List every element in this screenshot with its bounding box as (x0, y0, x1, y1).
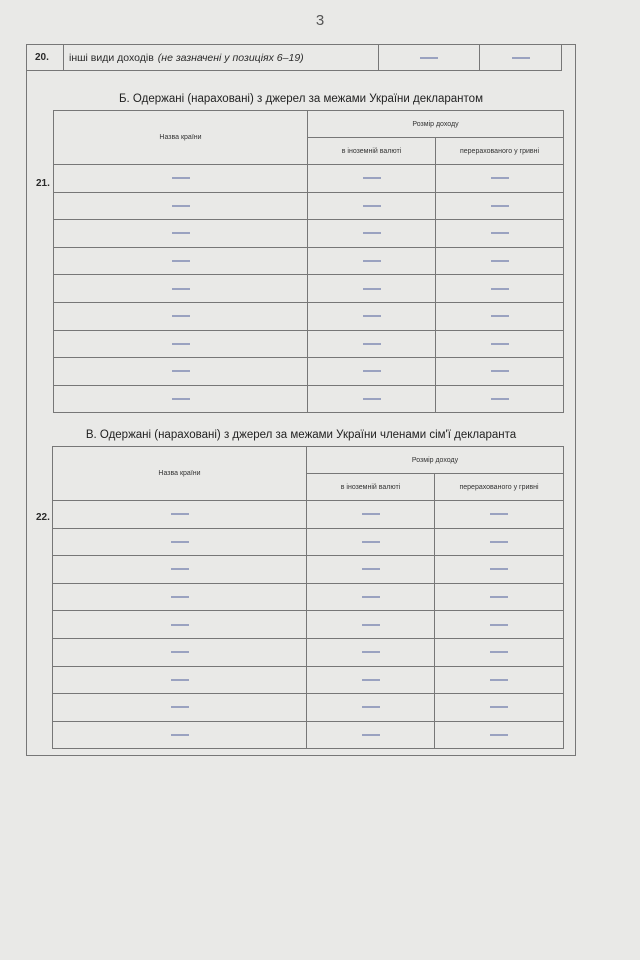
uah-cell (436, 385, 564, 413)
dash-mark (363, 399, 381, 400)
foreign-currency-cell (308, 247, 436, 275)
table-row (54, 192, 564, 220)
foreign-currency-cell (307, 666, 435, 694)
dash-mark (172, 316, 190, 317)
country-cell (54, 220, 308, 248)
dash-mark (363, 233, 381, 234)
row-20-value-1 (379, 45, 480, 70)
dash-mark (490, 624, 508, 625)
foreign-currency-cell (308, 358, 436, 386)
dash-mark (363, 178, 381, 179)
dash-mark (362, 514, 380, 515)
header-country: Назва країни (54, 111, 308, 165)
dash-mark (171, 707, 189, 708)
uah-cell (436, 302, 564, 330)
header-uah: перерахованого у гривні (436, 138, 564, 165)
dash-mark (363, 205, 381, 206)
header-foreign-currency: в іноземній валюті (308, 138, 436, 165)
foreign-currency-cell (308, 302, 436, 330)
dash-mark (490, 514, 508, 515)
dash-mark (171, 679, 189, 680)
dash-mark (362, 707, 380, 708)
dash-mark (362, 597, 380, 598)
dash-mark (491, 178, 509, 179)
foreign-currency-cell (307, 556, 435, 584)
table-row (53, 694, 564, 722)
dash-mark (171, 597, 189, 598)
dash-mark (363, 371, 381, 372)
dash-mark (363, 316, 381, 317)
row-20-note: (не зазначені у позиціях 6–19) (157, 51, 304, 64)
dash-mark (491, 343, 509, 344)
header-foreign-currency: в іноземній валюті (307, 474, 435, 501)
uah-cell (435, 501, 564, 529)
uah-cell (436, 220, 564, 248)
table-row (53, 528, 564, 556)
row-22-number: 22. (36, 512, 50, 523)
table-row (54, 358, 564, 386)
dash-mark (172, 261, 190, 262)
uah-cell (435, 528, 564, 556)
country-cell (54, 330, 308, 358)
row-21-number: 21. (36, 178, 50, 189)
uah-cell (436, 275, 564, 303)
uah-cell (435, 721, 564, 749)
foreign-currency-cell (307, 694, 435, 722)
country-cell (53, 638, 307, 666)
header-income-size: Розмір доходу (307, 447, 564, 474)
dash-mark (490, 569, 508, 570)
table-row (53, 583, 564, 611)
country-cell (53, 556, 307, 584)
foreign-currency-cell (307, 721, 435, 749)
dash-mark (491, 371, 509, 372)
dash-mark (362, 541, 380, 542)
country-cell (54, 302, 308, 330)
row-20 (26, 44, 562, 71)
table-row (54, 302, 564, 330)
uah-cell (435, 638, 564, 666)
country-cell (53, 501, 307, 529)
header-uah: перерахованого у гривні (435, 474, 564, 501)
dash-mark (490, 679, 508, 680)
dash-mark (420, 57, 438, 58)
row-20-value-2 (480, 45, 561, 70)
dash-mark (362, 652, 380, 653)
row-20-text: інші види доходів (69, 51, 154, 64)
dash-mark (491, 288, 509, 289)
country-cell (54, 165, 308, 193)
table-row (53, 611, 564, 639)
dash-mark (363, 288, 381, 289)
uah-cell (435, 666, 564, 694)
country-cell (54, 247, 308, 275)
page-number: 3 (315, 12, 325, 29)
table-row (54, 275, 564, 303)
dash-mark (172, 288, 190, 289)
dash-mark (362, 569, 380, 570)
uah-cell (436, 358, 564, 386)
table-row (53, 556, 564, 584)
country-cell (53, 666, 307, 694)
dash-mark (491, 261, 509, 262)
uah-cell (436, 247, 564, 275)
table-row (53, 721, 564, 749)
country-cell (53, 721, 307, 749)
foreign-currency-cell (308, 385, 436, 413)
country-cell (54, 275, 308, 303)
dash-mark (491, 233, 509, 234)
dash-mark (491, 205, 509, 206)
dash-mark (490, 735, 508, 736)
dash-mark (171, 624, 189, 625)
foreign-currency-cell (307, 611, 435, 639)
row-20-number: 20. (27, 45, 64, 70)
country-cell (53, 694, 307, 722)
section-c-title: В. Одержані (нараховані) з джерел за межами України членами сім'ї декларанта (85, 429, 517, 441)
table-row (54, 247, 564, 275)
dash-mark (362, 679, 380, 680)
country-cell (54, 385, 308, 413)
header-country: Назва країни (53, 447, 307, 501)
foreign-currency-cell (308, 192, 436, 220)
dash-mark (490, 652, 508, 653)
section-c-rows (53, 501, 564, 749)
table-row (54, 165, 564, 193)
dash-mark (172, 178, 190, 179)
dash-mark (490, 541, 508, 542)
foreign-currency-cell (308, 220, 436, 248)
table-row (53, 666, 564, 694)
section-b-table (53, 110, 564, 413)
table-row (54, 385, 564, 413)
dash-mark (362, 624, 380, 625)
foreign-currency-cell (307, 583, 435, 611)
section-c-table (52, 446, 564, 749)
dash-mark (171, 652, 189, 653)
foreign-currency-cell (307, 501, 435, 529)
row-20-label (64, 45, 379, 70)
dash-mark (171, 514, 189, 515)
dash-mark (172, 233, 190, 234)
dash-mark (491, 399, 509, 400)
table-row (54, 330, 564, 358)
dash-mark (491, 316, 509, 317)
dash-mark (490, 597, 508, 598)
foreign-currency-cell (307, 638, 435, 666)
table-row (54, 220, 564, 248)
header-income-size: Розмір доходу (308, 111, 564, 138)
uah-cell (435, 694, 564, 722)
table-row (53, 501, 564, 529)
uah-cell (436, 165, 564, 193)
uah-cell (435, 583, 564, 611)
dash-mark (490, 707, 508, 708)
section-b-rows (54, 165, 564, 413)
dash-mark (362, 735, 380, 736)
dash-mark (363, 343, 381, 344)
country-cell (53, 528, 307, 556)
dash-mark (171, 569, 189, 570)
foreign-currency-cell (308, 330, 436, 358)
dash-mark (512, 57, 530, 58)
country-cell (54, 192, 308, 220)
foreign-currency-cell (307, 528, 435, 556)
dash-mark (172, 205, 190, 206)
foreign-currency-cell (308, 165, 436, 193)
dash-mark (171, 735, 189, 736)
uah-cell (435, 556, 564, 584)
dash-mark (172, 343, 190, 344)
table-row (53, 638, 564, 666)
dash-mark (172, 399, 190, 400)
uah-cell (435, 611, 564, 639)
section-b-title: Б. Одержані (нараховані) з джерел за межами України декларантом (119, 93, 483, 105)
dash-mark (171, 541, 189, 542)
dash-mark (172, 371, 190, 372)
uah-cell (436, 192, 564, 220)
dash-mark (363, 261, 381, 262)
uah-cell (436, 330, 564, 358)
foreign-currency-cell (308, 275, 436, 303)
country-cell (54, 358, 308, 386)
country-cell (53, 611, 307, 639)
country-cell (53, 583, 307, 611)
